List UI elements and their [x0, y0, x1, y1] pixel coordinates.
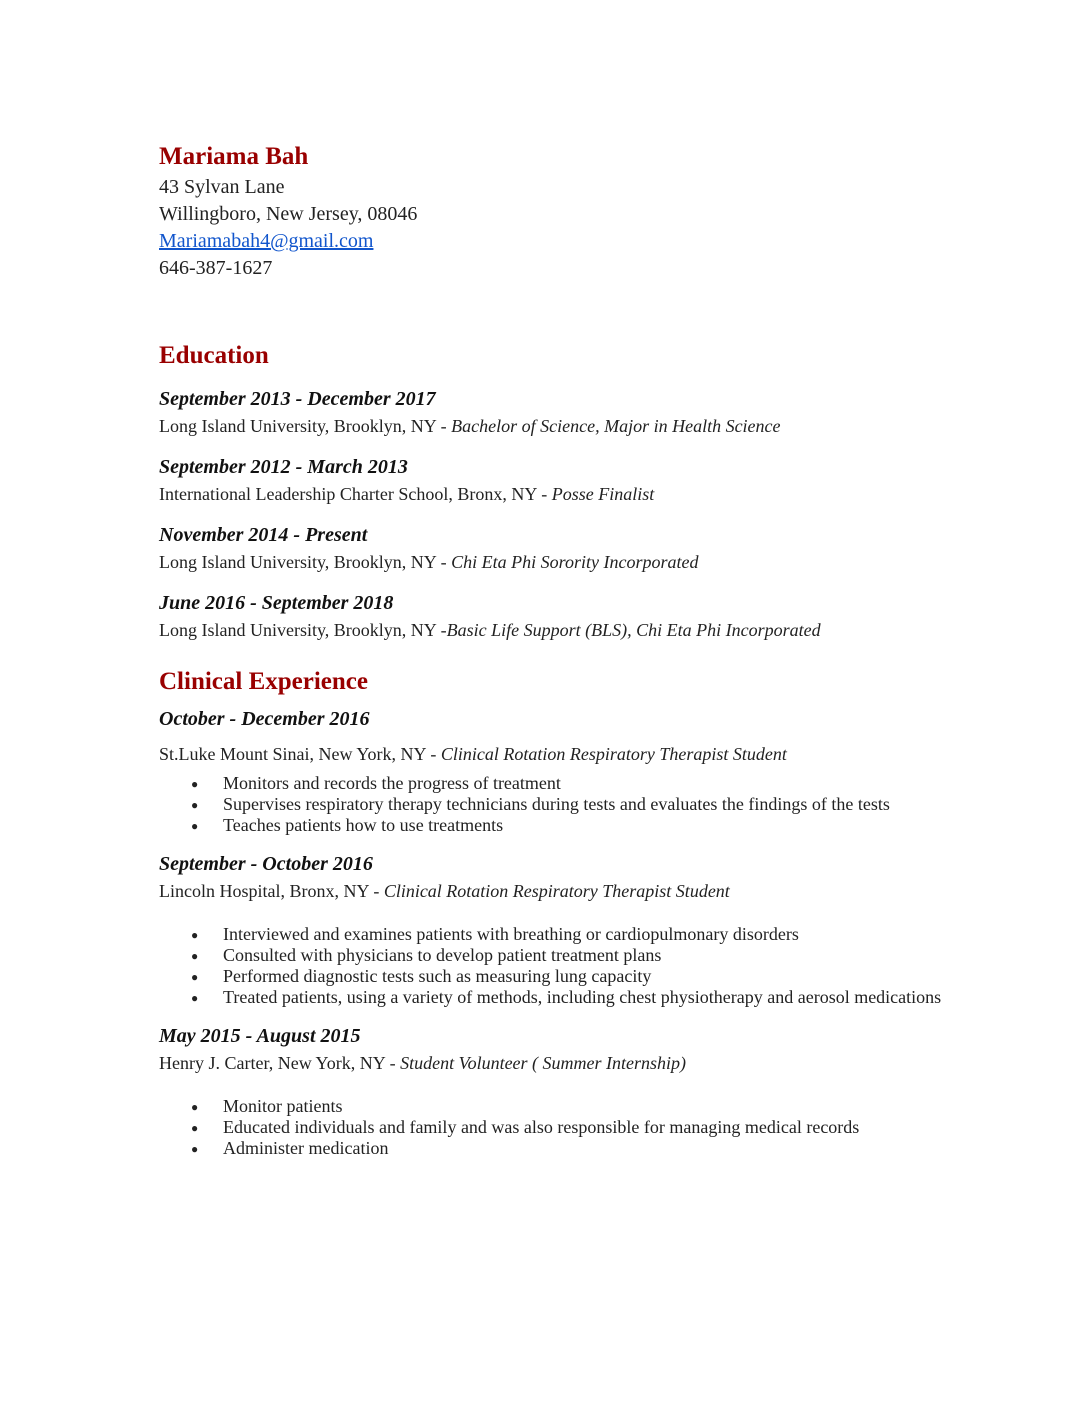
duties-list: [159, 1096, 959, 1159]
entry-role: Clinical Rotation Respiratory Therapist Student: [383, 881, 730, 901]
address-line-1: 43 Sylvan Lane: [159, 176, 285, 198]
duty-item: ● Performed diagnostic tests such as measuring lung capacity: [223, 966, 943, 987]
duty-item: ● Administer medication: [223, 1138, 943, 1159]
clinical-entry: [159, 850, 959, 1008]
duty-item: ● Supervises respiratory therapy technicians during tests and evaluates the findings of the tests: [223, 794, 943, 815]
entry-date: September 2013 - December 2017: [159, 388, 436, 410]
entry-org: Henry J. Carter, New York, NY -: [159, 1053, 401, 1073]
duty-item: ● Teaches patients how to use treatments: [223, 815, 943, 836]
entry-role: Bachelor of Science, Major in Health Science: [451, 416, 781, 436]
education-entry: [159, 453, 959, 507]
entry-date: September - October 2016: [159, 853, 373, 875]
entry-org: Long Island University, Brooklyn, NY -: [159, 416, 452, 436]
duty-item: ● Interviewed and examines patients with breathing or cardiopulmonary disorders: [223, 924, 943, 945]
entry-org: Long Island University, Brooklyn, NY -: [159, 552, 452, 572]
entry-date: September 2012 - March 2013: [159, 456, 408, 478]
entry-date: November 2014 - Present: [159, 524, 368, 546]
entry-org: Long Island University, Brooklyn, NY -: [159, 620, 447, 640]
education-entry: [159, 521, 959, 575]
entry-org: International Leadership Charter School, Bronx, NY -: [159, 484, 552, 504]
entry-role: Basic Life Support (BLS), Chi Eta Phi Incorporated: [446, 620, 821, 640]
address-line-2: Willingboro, New Jersey, 08046: [159, 203, 418, 225]
entry-date: June 2016 - September 2018: [159, 592, 394, 614]
duty-item: ● Consulted with physicians to develop patient treatment plans: [223, 945, 943, 966]
entry-org: Lincoln Hospital, Bronx, NY -: [159, 881, 384, 901]
duties-list: [159, 924, 959, 1008]
education-entry: [159, 589, 959, 643]
duty-item: ● Monitor patients: [223, 1096, 943, 1117]
entry-date: October - December 2016: [159, 708, 370, 730]
clinical-experience-heading: Clinical Experience: [159, 668, 368, 695]
resume-page: [159, 140, 959, 1159]
candidate-name: Mariama Bah: [159, 143, 309, 170]
education-heading: Education: [159, 342, 269, 369]
entry-org: St.Luke Mount Sinai, New York, NY -: [159, 744, 441, 764]
phone-number: 646-387-1627: [159, 257, 273, 279]
entry-role: Posse Finalist: [551, 484, 655, 504]
duty-item: ● Monitors and records the progress of treatment: [223, 773, 943, 794]
contact-block: [159, 174, 959, 282]
entry-role: Clinical Rotation Respiratory Therapist Student: [440, 744, 787, 764]
entry-role: Student Volunteer ( Summer Internship): [400, 1053, 687, 1073]
email-link[interactable]: Mariamabah4@gmail.com: [159, 230, 374, 252]
entry-date: May 2015 - August 2015: [159, 1025, 361, 1047]
duty-item: ● Educated individuals and family and was also responsible for managing medical records: [223, 1117, 943, 1138]
clinical-entry: [159, 705, 959, 836]
education-entry: [159, 385, 959, 439]
clinical-entry: [159, 1022, 959, 1159]
duty-item: ● Treated patients, using a variety of methods, including chest physiotherapy and aerosol medications: [223, 987, 943, 1008]
entry-role: Chi Eta Phi Sorority Incorporated: [451, 552, 699, 572]
duties-list: [159, 773, 959, 836]
